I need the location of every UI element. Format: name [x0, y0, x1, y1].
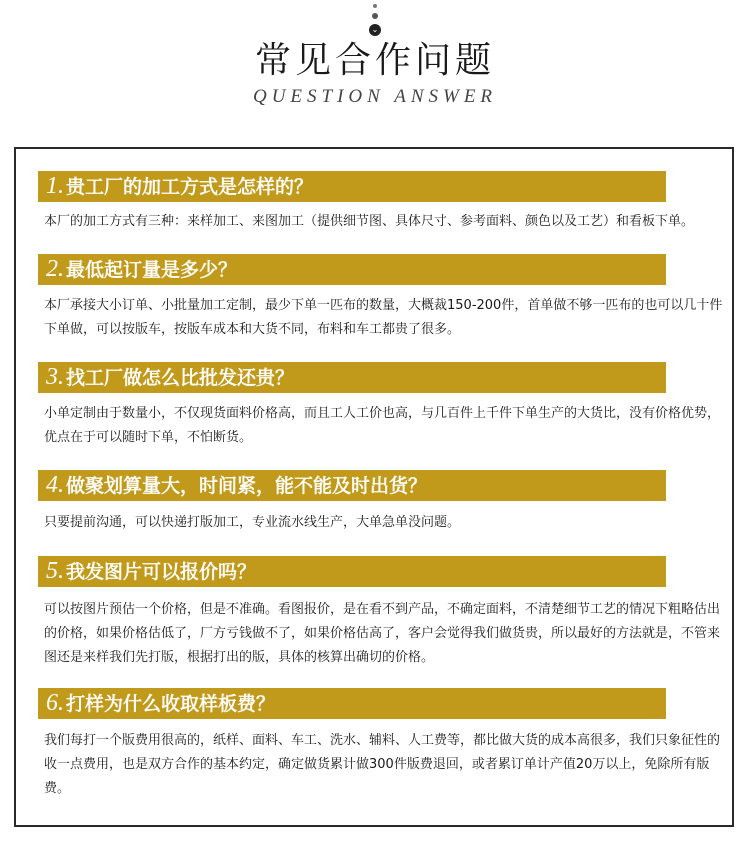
faq-question-text: 打样为什么收取样板费？ — [66, 693, 276, 715]
faq-question-4 — [38, 470, 666, 501]
faq-question-1 — [38, 171, 666, 202]
faq-answer-6: 我们每打一个版费用很高的，纸样、面料、车工、洗水、辅料、人工费等，都比做大货的成本高很多，我们只象征性的收一点费用，也是双方合作的基本约定，确定做货累计做300件版费退回，或者累订单计产值20万以上，免除所有版费。 — [44, 733, 721, 796]
faq-question-text: 贵工厂的加工方式是怎样的？ — [66, 176, 314, 198]
faq-question-5 — [38, 556, 666, 587]
faq-answer-1: 本厂的加工方式有三种：来样加工、来图加工（提供细节图、具体尺寸、参考面料、颜色以及工艺）和看板下单。 — [44, 214, 695, 229]
faq-question-text: 最低起订量是多少？ — [66, 259, 238, 281]
faq-answer-3: 小单定制由于数量小，不仅现货面料价格高，而且工人工价也高，与几百件上千件下单生产的大货比，没有价格优势，优点在于可以随时下单，不怕断货。 — [44, 406, 721, 445]
faq-question-text: 我发图片可以报价吗？ — [66, 561, 257, 583]
chevron-down-circle-icon: ⌄ — [369, 24, 381, 36]
page-title: 常见合作问题 — [254, 40, 495, 81]
faq-number: 2. — [46, 256, 64, 282]
faq-answer-5: 可以按图片预估一个价格，但是不准确。看图报价，是在看不到产品，不确定面料，不清楚细节工艺的情况下粗略估出的价格，如果价格估低了，厂方亏钱做不了，如果价格估高了，客户会觉得我们做货贵，所以最好的方法就是，不管来图还是来样我们先打版，根据打出的版，具体的核算出确切的价格。 — [44, 602, 721, 665]
faq-number: 6. — [46, 690, 64, 716]
faq-number: 1. — [46, 173, 64, 199]
faq-number: 5. — [46, 558, 64, 584]
top-decoration — [366, 4, 384, 38]
page-subtitle: QUESTION ANSWER — [252, 86, 498, 107]
faq-question-2 — [38, 254, 666, 285]
faq-question-6 — [38, 688, 666, 719]
faq-number: 4. — [46, 472, 64, 498]
faq-answer-2: 本厂承接大小订单、小批量加工定制，最少下单一匹布的数量，大概裁150-200件，首单做不够一匹布的也可以几十件下单做，可以按版车，按版车成本和大货不同，布料和车工都贵了很多。 — [44, 298, 723, 337]
deco-dot-small — [373, 4, 377, 8]
deco-dot-medium — [372, 13, 378, 19]
faq-number: 3. — [46, 364, 64, 390]
faq-question-text: 找工厂做怎么比批发还贵？ — [66, 367, 295, 389]
faq-question-3 — [38, 362, 666, 393]
faq-question-text: 做聚划算量大，时间紧，能不能及时出货？ — [66, 475, 428, 497]
faq-answer-4: 只要提前沟通，可以快递打版加工，专业流水线生产，大单急单没问题。 — [44, 515, 461, 530]
